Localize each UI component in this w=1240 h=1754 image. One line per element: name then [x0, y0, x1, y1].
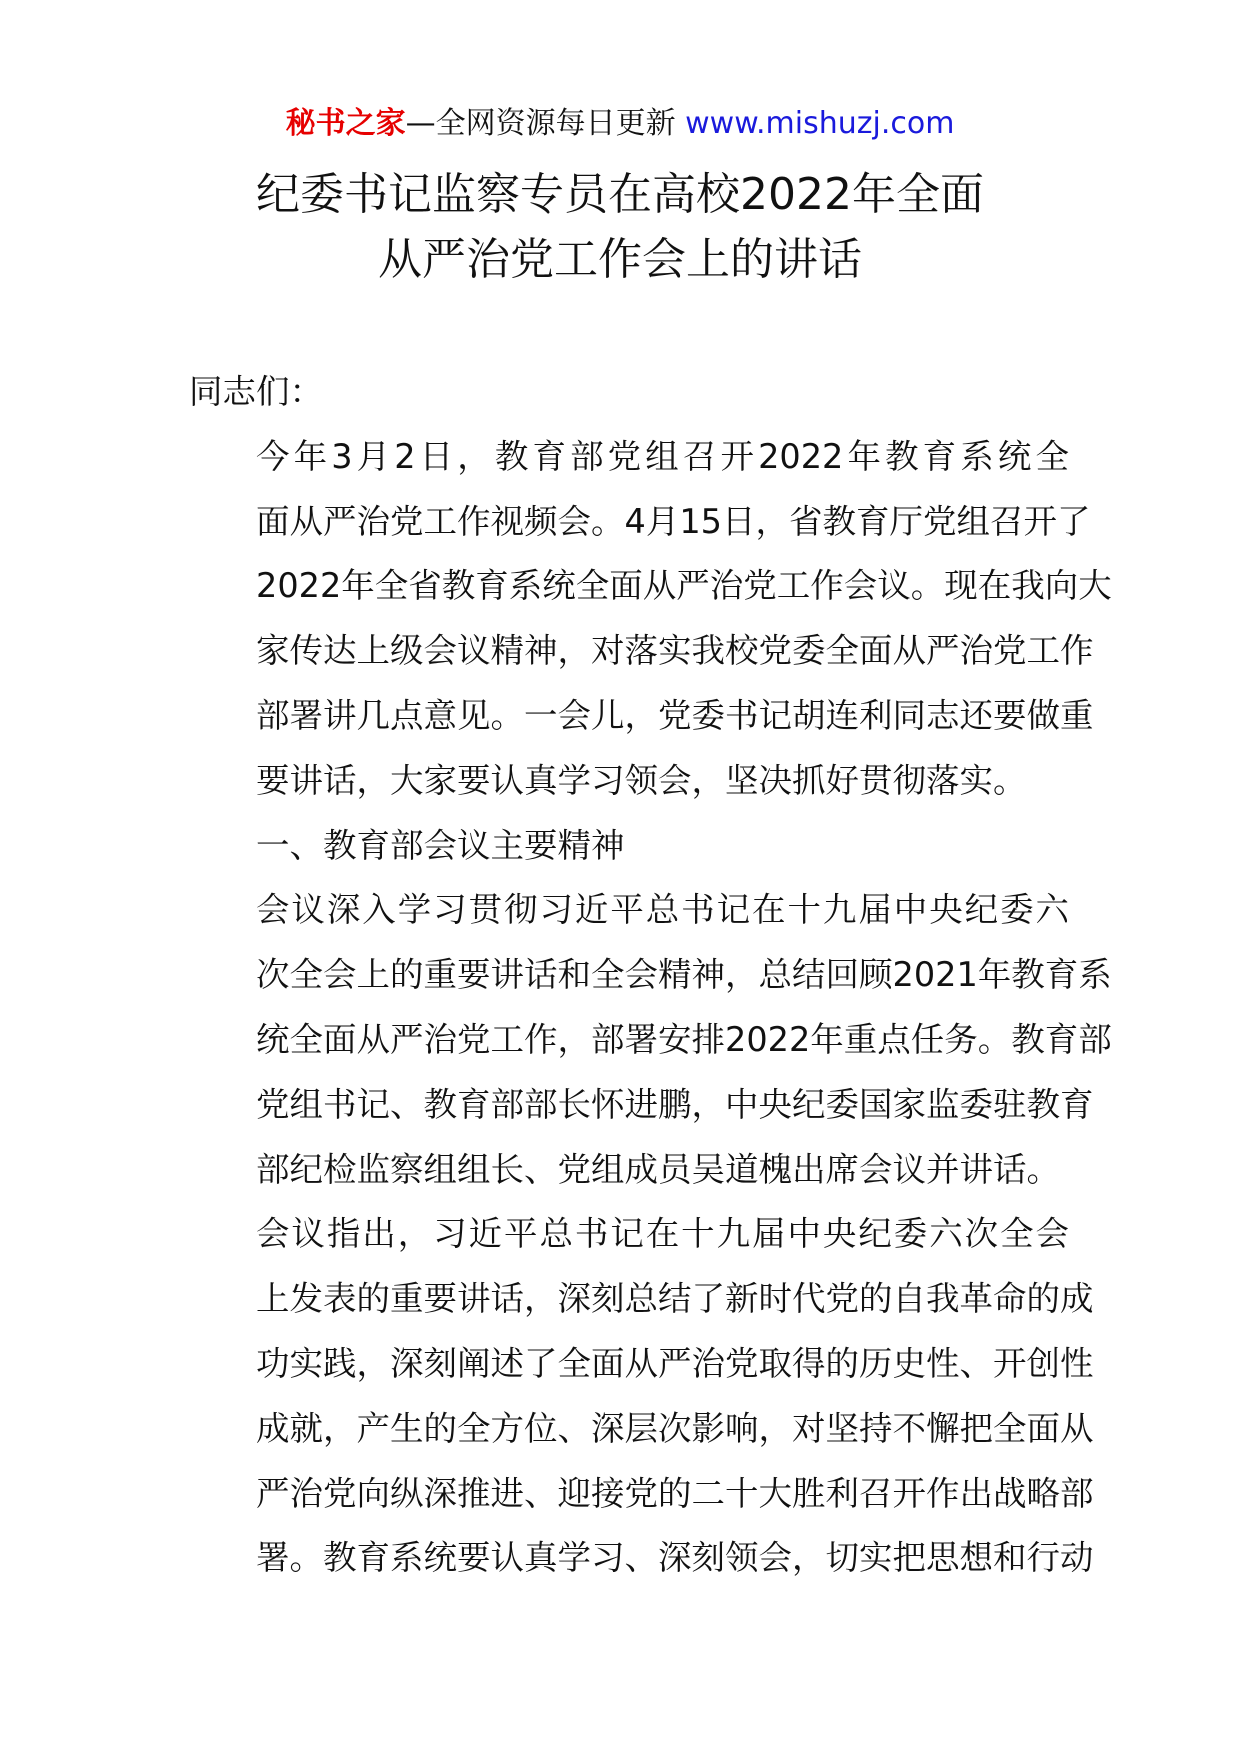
text-line: 2022年全省教育系统全面从严治党工作会议。现在我向大: [256, 566, 1112, 606]
greeting: 同志们：: [189, 372, 323, 411]
text-line: 家传达上级会议精神，对落实我校党委全面从严治党工作: [256, 631, 1094, 671]
site-url-link[interactable]: www.mishuzj.com: [685, 106, 955, 141]
document-body: [189, 360, 1112, 1591]
text-line: 统全面从严治党工作，部署安排2022年重点任务。教育部: [256, 1019, 1112, 1059]
site-brand: 秘书之家: [285, 106, 406, 141]
text-line: 功实践，深刻阐述了全面从严治党取得的历史性、开创性: [256, 1343, 1094, 1383]
paragraph-3: [189, 1202, 1094, 1591]
site-header: [0, 104, 1240, 144]
paragraph-1: [189, 425, 1112, 814]
text-line: 会议指出，习近平总书记在十九届中央纪委六次全会: [256, 1214, 1069, 1254]
text-line: 面从严治党工作视频会。4月15日，省教育厅党组召开了: [256, 501, 1091, 541]
paragraph-2: [189, 878, 1112, 1202]
text-line: 上发表的重要讲话，深刻总结了新时代党的自我革命的成: [256, 1279, 1094, 1319]
text-line: 部纪检监察组组长、党组成员吴道槐出席会议并讲话。: [256, 1149, 1060, 1189]
text-line: 党组书记、教育部部长怀进鹏，中央纪委国家监委驻教育: [256, 1084, 1094, 1124]
text-line: 成就，产生的全方位、深层次影响，对坚持不懈把全面从: [256, 1408, 1094, 1448]
text-line: 次全会上的重要讲话和全会精神，总结回顾2021年教育系: [256, 955, 1112, 995]
site-tagline: —全网资源每日更新: [405, 106, 686, 141]
document-title-line-2: 从严治党工作会上的讲话: [378, 234, 862, 285]
text-line: 部署讲几点意见。一会儿，党委书记胡连利同志还要做重: [256, 695, 1094, 735]
text-line: 署。教育系统要认真学习、深刻领会，切实把思想和行动: [256, 1538, 1094, 1578]
section-1-heading: 一、教育部会议主要精神: [256, 825, 625, 865]
text-line: 会议深入学习贯彻习近平总书记在十九届中央纪委六: [256, 890, 1069, 930]
text-line: 要讲话，大家要认真学习领会，坚决抓好贯彻落实。: [256, 760, 1027, 800]
text-line: 今年3月2日，教育部党组召开2022年教育系统全: [256, 436, 1069, 476]
text-line: 严治党向纵深推进、迎接党的二十大胜利召开作出战略部: [256, 1473, 1094, 1513]
document-title-line-1: 纪委书记监察专员在高校2022年全面: [256, 169, 984, 220]
